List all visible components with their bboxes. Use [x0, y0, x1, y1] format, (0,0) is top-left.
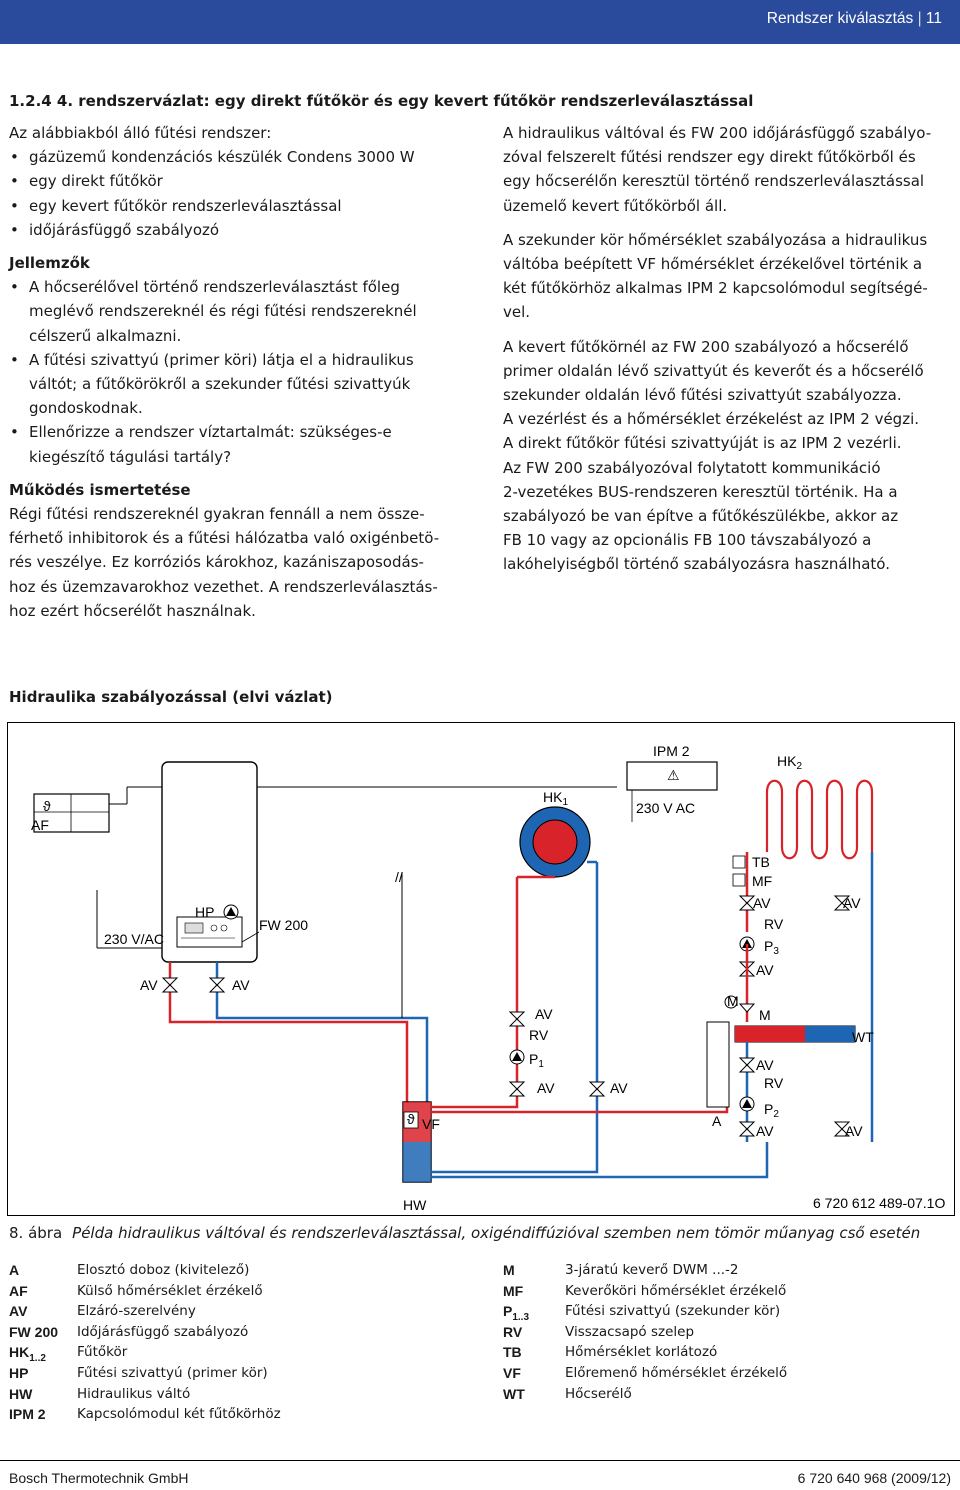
legend-value: Külső hőmérséklet érzékelő	[77, 1282, 263, 1299]
paragraph-line: szabályozó be van építve a fűtőkészülékbe, akkor az	[503, 507, 899, 526]
legend-key-text: MF	[503, 1282, 524, 1299]
label-wt: WT	[852, 1029, 874, 1045]
label-av-hk2-3: AV	[756, 1057, 774, 1073]
legend-key	[503, 1322, 522, 1343]
label-av-hk1-top: AV	[535, 1006, 553, 1022]
bullet-dot: •	[10, 220, 19, 239]
legend-row	[9, 1260, 469, 1281]
legend-key-text: AV	[9, 1303, 28, 1320]
legend-key	[9, 1281, 28, 1302]
legend-row	[503, 1342, 953, 1363]
legend-key-text: P	[503, 1303, 513, 1320]
legend-key-text: M	[503, 1262, 515, 1278]
legend-key	[9, 1301, 27, 1322]
paragraph-line: FB 10 vagy az opcionális FB 100 távszabályozó a	[503, 531, 872, 550]
label-ipm2: IPM 2	[653, 743, 690, 759]
sensor-mf-box	[733, 874, 745, 886]
label-vf: VF	[422, 1116, 440, 1132]
legend-key-text: HW	[9, 1385, 33, 1402]
legend-row	[503, 1260, 953, 1281]
paragraph-line: A kevert fűtőkörnél az FW 200 szabályozó a hőcserélő	[503, 337, 909, 356]
distribution-box-a	[707, 1022, 729, 1107]
intro-item-text: egy direkt fűtőkör	[29, 172, 163, 191]
label-p2: $P_2$	[764, 1101, 779, 1120]
label-230v-left: 230 V/AC	[104, 931, 164, 947]
label-rv-hk2-b: RV	[764, 1075, 784, 1091]
legend-row	[503, 1281, 953, 1302]
heating-circuit-hk1	[517, 807, 597, 992]
legend-value: Hőcserélő	[565, 1385, 632, 1402]
valve-av-2	[210, 978, 224, 992]
caption-number: 8. ábra	[9, 1224, 63, 1242]
paragraph-line: váltóba beépített VF hőmérséklet érzékelővel történik a	[503, 255, 923, 274]
legend-key-text: A	[9, 1262, 20, 1278]
legend-row	[9, 1342, 469, 1363]
legend-key-text: AF	[9, 1282, 28, 1299]
intro-item-text: egy kevert fűtőkör rendszerleválasztással	[29, 196, 342, 215]
operation-heading: Működés ismertetése	[9, 480, 191, 499]
legend-key	[9, 1404, 46, 1425]
footer-left: Bosch Thermotechnik GmbH	[9, 1470, 189, 1486]
intro-item-text: időjárásfüggő szabályozó	[29, 220, 220, 239]
legend-right	[503, 1260, 953, 1404]
intro-text: Az alábbiakból álló fűtési rendszer:	[9, 124, 272, 142]
label-av-hk1-bottom: AV	[537, 1080, 555, 1096]
feature-line: meglévő rendszereknél és régi fűtési rendszereknél	[29, 302, 417, 321]
bullet-dot: •	[10, 423, 19, 442]
module-ipm2	[627, 762, 717, 790]
legend-row	[503, 1363, 953, 1384]
paragraph-3	[503, 335, 958, 577]
legend-key-text: FW 200	[9, 1323, 59, 1340]
feature-line: kiegészítő tágulási tartály?	[29, 447, 232, 466]
legend-key	[9, 1363, 28, 1384]
legend-value: Keverőköri hőmérséklet érzékelő	[565, 1282, 787, 1299]
intro-item	[9, 218, 479, 242]
operation-line: hoz és üzemzavarokhoz vezethet. A rendszerleválasztás-	[9, 577, 438, 596]
operation-line: Régi fűtési rendszereknél gyakran fennáll a nem össze-	[9, 505, 425, 524]
figure-caption	[9, 1224, 920, 1242]
primary-flow-line	[170, 1014, 407, 1102]
valve-av-hk1-return	[590, 1082, 604, 1096]
feature-line: Ellenőrizze a rendszer víztartalmát: szükséges-e	[29, 423, 392, 442]
right-column	[503, 121, 958, 577]
label-rv-hk2: RV	[764, 916, 784, 932]
label-p1: $P_1$	[529, 1051, 544, 1070]
legend-key	[503, 1342, 522, 1363]
paragraph-line: A hidraulikus váltóval és FW 200 időjárásfüggő szabályo-	[503, 124, 932, 142]
legend-left	[9, 1260, 469, 1425]
label-p3: $P_3$	[764, 938, 779, 957]
paragraph-line: lakóhelyiségből történő szabályozásra használható.	[503, 555, 890, 574]
label-a: A	[712, 1113, 722, 1129]
label-av-hk2-5: AV	[845, 1123, 863, 1139]
feature-line: váltót; a fűtőkörökről a szekunder fűtési szivattyúk	[29, 375, 411, 394]
legend-key	[503, 1281, 523, 1302]
legend-row	[9, 1322, 469, 1343]
legend-row	[9, 1384, 469, 1405]
section-title: 1.2.4 4. rendszervázlat: egy direkt fűtőkör és egy kevert fűtőkör rendszerleválasztással	[9, 92, 754, 110]
operation-text	[9, 502, 479, 623]
header-title: Rendszer kiválasztás | 11	[766, 10, 942, 27]
label-hk1: $HK_1$	[543, 789, 569, 808]
legend-key-sub: 1..2	[29, 1353, 46, 1365]
features-heading: Jellemzők	[9, 254, 90, 273]
valve-av-hk2-1	[740, 896, 754, 910]
legend-key	[503, 1260, 515, 1281]
feature-item	[9, 275, 479, 348]
paragraph-line: szekunder oldalán lévő fűtési szivattyút szabályozza.	[503, 386, 902, 405]
valve-av-1	[163, 978, 177, 992]
legend-value: Fűtési szivattyú (primer kör)	[77, 1364, 268, 1381]
paragraph-2	[503, 228, 958, 325]
legend-row	[503, 1322, 953, 1343]
legend-key-text: RV	[503, 1323, 523, 1340]
footer-right: 6 720 640 968 (2009/12)	[797, 1470, 951, 1486]
caption-text: Példa hidraulikus váltóval és rendszerleválasztással, oxigéndiffúzióval szemben nem tömör műanyag cső esetén	[72, 1224, 921, 1242]
feature-line: gondoskodnak.	[29, 399, 143, 418]
heat-exchanger-wt	[735, 1026, 855, 1042]
paragraph-line: A direkt fűtőkör fűtési szivattyúját is az IPM 2 vezérli.	[503, 434, 902, 453]
valve-av-hk1-bottom	[510, 1082, 524, 1096]
legend-key	[9, 1260, 19, 1281]
operation-line: hoz ezért hőcserélőt használnak.	[9, 601, 256, 620]
paragraph-line: egy hőcserélőn keresztül történő rendszerleválasztással	[503, 172, 925, 191]
bullet-dot: •	[10, 278, 19, 297]
boiler-condens-3000	[162, 762, 257, 962]
label-hp: HP	[195, 904, 215, 920]
bus-break: //	[395, 869, 403, 885]
legend-value: Előremenő hőmérséklet érzékelő	[565, 1364, 788, 1381]
operation-line: férhető inhibitorok és a fűtési hálózatba való oxigénbetö-	[9, 529, 440, 548]
valve-av-hk2-3	[740, 1058, 754, 1072]
bullet-dot: •	[10, 196, 19, 215]
legend-row	[9, 1301, 469, 1322]
header-bar	[0, 0, 960, 44]
intro-item	[9, 194, 479, 218]
legend-value: 3-járatú keverő DWM ...-2	[565, 1262, 739, 1278]
label-hk2: $HK_2$	[777, 753, 803, 772]
paragraph-line: két fűtőkörhöz alkalmas IPM 2 kapcsolómodul segítségé-	[503, 279, 928, 298]
label-hw: HW	[403, 1197, 427, 1213]
legend-value: Elzáró-szerelvény	[77, 1303, 196, 1320]
paragraph-line: Az FW 200 szabályozóval folytatott kommunikáció	[503, 458, 881, 477]
legend-value: Hidraulikus váltó	[77, 1385, 191, 1402]
hydraulic-diagram	[7, 722, 955, 1216]
legend-row	[9, 1404, 469, 1425]
legend-key-text: VF	[503, 1364, 521, 1381]
legend-key	[9, 1322, 58, 1343]
legend-key-text: IPM 2	[9, 1406, 46, 1423]
label-av-hk2-2: AV	[756, 962, 774, 978]
paragraph-line: üzemelő kevert fűtőkörből áll.	[503, 196, 728, 215]
paragraph-1	[503, 121, 958, 218]
sensor-tb-box	[733, 856, 745, 868]
valve-av-hk2-4	[740, 1122, 754, 1136]
legend-value: Fűtőkör	[77, 1344, 128, 1361]
legend-key-text: HP	[9, 1364, 29, 1381]
legend-value: Hőmérséklet korlátozó	[565, 1344, 718, 1361]
legend-key	[503, 1363, 521, 1384]
feature-line: célszerű alkalmazni.	[29, 326, 182, 345]
label-fw200: FW 200	[259, 917, 309, 933]
legend-key	[503, 1384, 525, 1405]
intro-list	[9, 145, 479, 242]
legend-key-sub: 1..3	[512, 1311, 530, 1323]
legend-key-text: WT	[503, 1385, 525, 1402]
legend-row	[503, 1301, 953, 1322]
features-list	[9, 275, 479, 469]
feature-line: A hőcserélővel történő rendszerleválasztást főleg	[29, 278, 400, 297]
valve-av-hk1-top	[510, 1012, 524, 1026]
label-av-hk1-return: AV	[610, 1080, 628, 1096]
intro-item	[9, 145, 479, 169]
sensor-symbol: ϑ	[43, 798, 51, 814]
label-230v-right: 230 V AC	[636, 800, 696, 816]
paragraph-line: zóval felszerelt fűtési rendszer egy direkt fűtőkörből és	[503, 148, 916, 167]
page-number: 11	[925, 10, 942, 27]
label-m: M	[759, 1007, 771, 1023]
label-av-1: AV	[140, 977, 158, 993]
intro-item-text: gázüzemű kondenzációs készülék Condens 3000 W	[29, 148, 415, 167]
label-m-small: M	[727, 993, 739, 1009]
legend-value: Elosztó doboz (kivitelező)	[77, 1262, 250, 1278]
bullet-dot: •	[10, 148, 19, 167]
label-av-hk2-1: AV	[753, 895, 771, 911]
bullet-dot: •	[10, 350, 19, 369]
legend-key-text: HK	[9, 1344, 30, 1361]
legend-value: Kapcsolómodul két fűtőkörhöz	[77, 1406, 281, 1423]
legend-value: Visszacsapó szelep	[565, 1323, 695, 1340]
label-tb: TB	[752, 854, 770, 870]
feature-item	[9, 348, 479, 421]
sensor-symbol: ϑ	[407, 1111, 415, 1127]
legend-row	[9, 1363, 469, 1384]
warning-icon: ⚠	[667, 767, 680, 783]
operation-line: rés veszélye. Ez korróziós károkhoz, kazániszaposodás-	[9, 553, 424, 572]
intro-item	[9, 169, 479, 193]
left-column	[9, 121, 479, 623]
outdoor-sensor-af	[31, 794, 109, 833]
heating-circuit-hk2	[767, 781, 872, 859]
primary-return-line	[217, 1014, 427, 1102]
legend-value: Időjárásfüggő szabályozó	[77, 1323, 249, 1340]
paragraph-line: primer oldalán lévő szivattyút és keverőt és a hőcserélő	[503, 361, 924, 380]
label-av-hk2-right: AV	[843, 895, 861, 911]
figure-code: 6 720 612 489-07.1O	[813, 1195, 946, 1211]
bullet-dot: •	[10, 172, 19, 191]
legend-key	[9, 1384, 32, 1405]
paragraph-line: vel.	[503, 303, 531, 322]
feature-item	[9, 420, 479, 468]
label-av-2: AV	[232, 977, 250, 993]
label-av-hk2-4: AV	[756, 1123, 774, 1139]
paragraph-line: A szekunder kör hőmérséklet szabályozása a hidraulikus	[503, 230, 928, 249]
diagram-title: Hidraulika szabályozással (elvi vázlat)	[9, 688, 333, 706]
label-rv-hk1: RV	[529, 1027, 549, 1043]
legend-key-text: TB	[503, 1344, 522, 1361]
footer-rule	[0, 1460, 960, 1461]
label-af: AF	[31, 817, 49, 833]
label-mf: MF	[752, 873, 773, 889]
legend-value: Fűtési szivattyú (szekunder kör)	[565, 1303, 781, 1320]
legend-row	[503, 1384, 953, 1405]
paragraph-line: 2-vezetékes BUS-rendszeren keresztül történik. Ha a	[503, 482, 898, 501]
legend-row	[9, 1281, 469, 1302]
mixer-valve-icon	[740, 1004, 754, 1012]
paragraph-line: A vezérlést és a hőmérséklet érzékelést az IPM 2 végzi.	[503, 410, 920, 429]
feature-line: A fűtési szivattyú (primer köri) látja el a hidraulikus	[29, 350, 414, 369]
